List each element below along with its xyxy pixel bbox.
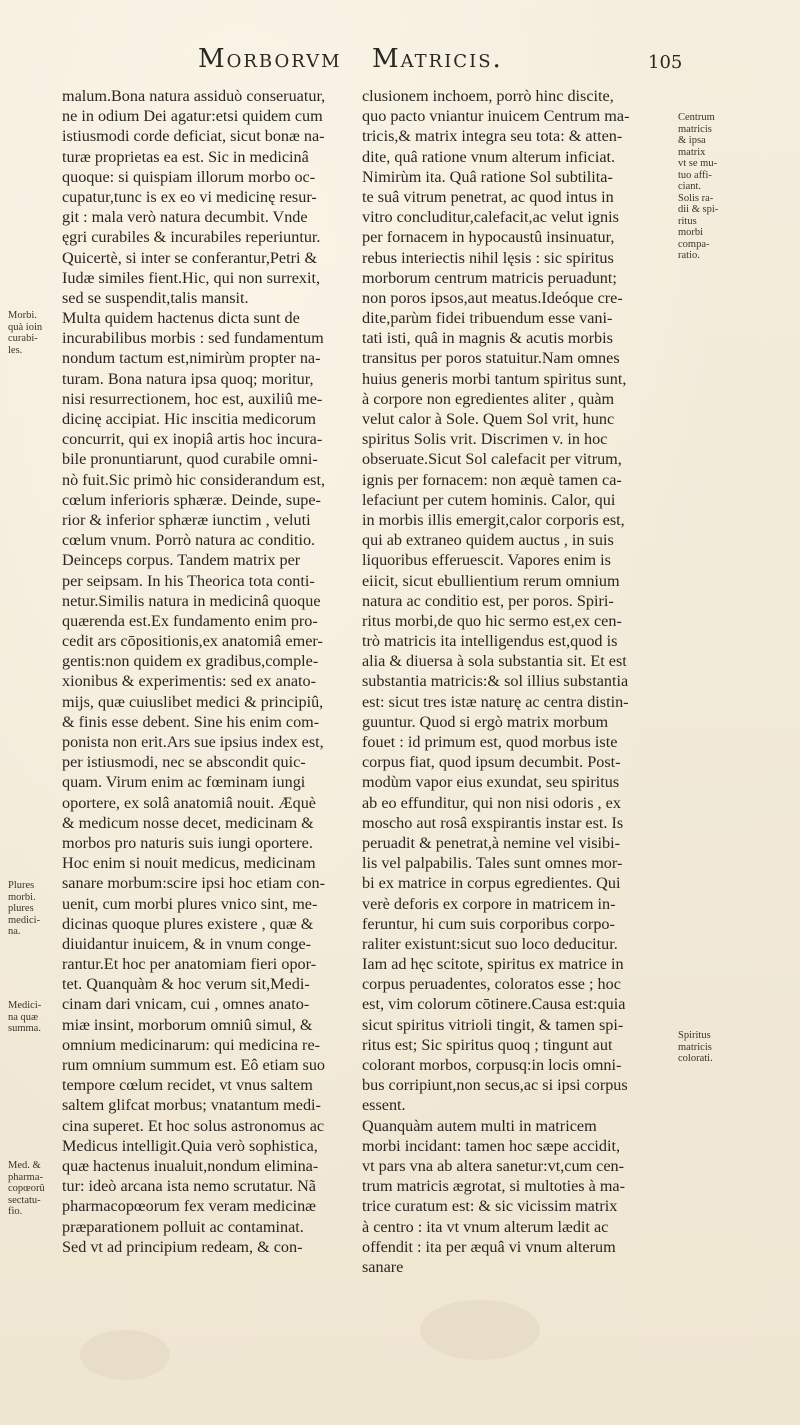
text-line: dite, quâ ratione vnum alterum inficiat.	[362, 147, 616, 166]
text-line: cœlum inferioris sphæræ. Deinde, supe-	[62, 490, 321, 509]
text-line: liquoribus efferuescit. Vapores enim is	[362, 551, 611, 570]
text-line: nò fuit.Sic primò hic considerandum est,	[62, 470, 325, 489]
text-line: per seipsam. In his Theorica tota conti-	[62, 571, 315, 590]
text-line: offendit : ita per æquâ vi vnum alterum	[362, 1237, 616, 1256]
text-line: quoque: si quispiam illorum morbo oc-	[62, 167, 316, 186]
text-line: sanare morbum:scire ipsi hoc etiam con-	[62, 874, 325, 893]
text-line: morbi incidant: tamen hoc sæpe accidit,	[362, 1136, 621, 1155]
text-line: qui ab extraneo quidem auctus , in suis	[362, 531, 614, 550]
text-line: à centro : ita vt vnum alterum lædit ac	[362, 1217, 609, 1236]
text-line: Iam ad hęc scitote, spiritus ex matrice in	[362, 955, 624, 974]
text-line: rebus interiectis nihil lęsis : sic spiritus	[362, 248, 614, 267]
text-line: lis vel palpabilis. Tales sunt omnes mor-	[362, 854, 623, 873]
text-line: obseruate.Sicut Sol calefacit per vitrum,	[362, 450, 622, 469]
text-line: est, vim colorum cōtinere.Causa est:quia	[362, 995, 626, 1014]
text-line: cœlum vnum. Porrò natura ac conditio.	[62, 531, 316, 550]
text-line: quo pacto vniantur inuicem Centrum ma-	[362, 107, 630, 126]
text-line: saltem glifcat morbus; vnatantum medi-	[62, 1096, 321, 1115]
text-line: nondum tactum est,nimirùm propter na-	[62, 349, 321, 368]
text-line: guuntur. Quod si ergò matrix morbum	[362, 712, 609, 731]
text-line: sanare	[362, 1257, 404, 1276]
text-line: dite,parùm fidei tribuendum esse vani-	[362, 309, 613, 328]
text-line: vitro concluditur,calefacit,ac velut ignis	[362, 208, 619, 227]
text-line: morborum centrum matricis peruadunt;	[362, 268, 617, 287]
text-line: Deinceps corpus. Tandem matrix per	[62, 551, 301, 570]
text-line: transitus per poros statuitur.Nam omnes	[362, 349, 620, 368]
text-line: istiusmodi corde deficiat, sicut bonæ na-	[62, 127, 325, 146]
running-title-right: Matricis.	[372, 44, 503, 74]
text-line: per istiusmodi, nec se abscondit quic-	[62, 753, 306, 772]
text-line: bus corripiunt,non secus,ac si ipsi corpus	[362, 1076, 628, 1095]
text-line: tricis,& matrix integra seu tota: & atten-	[362, 127, 623, 146]
text-line: fouet : id primum est, quod morbus iste	[362, 733, 618, 751]
text-line: cedit ars cōpositionis,ex anatomiâ emer-	[62, 632, 323, 651]
text-line: ne in odium Dei agatur:etsi quidem cum	[62, 107, 323, 126]
text-line: Quicertè, si inter se conferantur,Petri &	[62, 248, 318, 267]
right-text-column	[362, 86, 668, 1277]
text-line: incurabilibus morbis : sed fundamentum	[62, 329, 324, 348]
text-line: rior & inferior sphæræ iunctim , veluti	[62, 510, 311, 529]
text-line: pharmacopœorum fex veram medicinæ	[62, 1197, 316, 1216]
text-line: verè deforis ex corpore in matricem in-	[362, 894, 616, 913]
text-line: per fornacem in hypocaustû insinuatur,	[362, 228, 615, 247]
text-line: morbos pro naturis suis iungi oportere.	[62, 833, 313, 852]
text-line: ponista non erit.Ars sue ipsius index est,	[62, 733, 324, 751]
text-line: Multa quidem hactenus dicta sunt de	[62, 309, 300, 328]
text-line: corpus peruadentes, coloratos esse ; hoc	[362, 975, 621, 994]
text-line: xionibus & experimentis: sed ex anato-	[62, 672, 316, 691]
text-line: est: sicut tres istæ naturę ac centra distin-	[362, 692, 629, 711]
text-line: tati isti, quâ in magnis & acutis morbis	[362, 329, 613, 348]
text-line: quærenda est.Ex fundamento enim pro-	[62, 611, 318, 630]
text-line: diuidantur inuicem, & in vnum conge-	[62, 934, 312, 953]
text-line: Medicus intelligit.Quia verò sophistica,	[62, 1136, 318, 1155]
text-line: Quanquàm autem multi in matricem	[362, 1116, 597, 1135]
text-line: non poros ipsos,aut meatus.Ideóque cre-	[362, 288, 623, 307]
text-line: trò matricis ita intelligendus est,quod is	[362, 632, 618, 651]
text-line: turæ proprietas ea est. Sic in medicinâ	[62, 147, 309, 166]
margin-note-left: Morbi. quà ioin curabi- les.	[8, 310, 43, 356]
text-line: bile pronuntiarunt, quod curabile omni-	[62, 450, 318, 469]
paper-stain	[80, 1330, 170, 1380]
text-line: spiritus Solis vrit. Discrimen v. in hoc	[362, 430, 608, 449]
margin-note-left: Plures morbi. plures medici- na.	[8, 880, 41, 937]
text-line: eiicit, sicut ebullientium rerum omnium	[362, 571, 620, 590]
text-line: omnium medicinarum: qui medicina re-	[62, 1035, 321, 1054]
text-line: corpus fiat, quod ipsum decumbit. Post-	[362, 753, 621, 772]
text-line: trice curatum est: & sic vicissim matrix	[362, 1197, 618, 1216]
text-line: uenit, cum morbi plures vnico sint, me-	[62, 894, 318, 913]
text-line: turam. Bona natura ipsa quoq; moritur,	[62, 369, 314, 388]
text-line: rantur.Et hoc per anatomiam fieri opor-	[62, 955, 317, 974]
text-line: oportere, ex solâ anatomiâ nouit. Æquè	[62, 793, 316, 812]
text-line: bi ex matrice in corpus egredientes. Qui	[362, 874, 621, 893]
text-line: tempore cœlum recidet, vt vnus saltem	[62, 1076, 313, 1095]
text-line: ritus morbi,de quo hic sermo est,ex cen-	[362, 611, 622, 630]
text-line: feruntur, hi cum suis corporibus corpo-	[362, 914, 615, 933]
text-line: essent.	[362, 1096, 406, 1115]
text-line: malum.Bona natura assiduò conseruatur,	[62, 87, 326, 105]
text-line: dicinę accipiat. Hic inscitia medicorum	[62, 410, 316, 428]
text-line: in morbis illis emergit,calor corporis est,	[362, 510, 625, 529]
text-line: vt pars vna ab altera sanetur:vt,cum cen-	[362, 1156, 625, 1175]
text-line: alia & diuersa à sola substantia sit. Et est	[362, 652, 627, 671]
text-line: quæ hactenus inualuit,nondum elimina-	[62, 1156, 319, 1175]
text-line: mijs, quæ cuiuslibet medici & principiû,	[62, 692, 324, 711]
text-line: raliter existunt:sicut suo loco deducitur.	[362, 934, 618, 953]
text-line: concurrit, qui ex inopiâ artis hoc incura-	[62, 430, 323, 449]
text-line: Sed vt ad principium redeam, & con-	[62, 1237, 303, 1256]
text-line: quam. Virum enim ac fœminam iungi	[62, 773, 306, 792]
text-line: ab eo effunditur, qui non nisi odoris , ex	[362, 793, 621, 812]
text-line: cina superet. Et hoc solus astronomus ac	[62, 1116, 325, 1135]
text-line: tur: ideò arcana ista nemo scrutatur. Nã	[62, 1177, 316, 1196]
text-line: ritus est; Sic spiritus quoq ; tingunt aut	[362, 1035, 613, 1054]
text-line: ęgri curabiles & incurabiles reperiuntur.	[62, 228, 321, 247]
text-line: præparationem polluit ac contaminat.	[62, 1217, 304, 1236]
text-line: sicut spiritus vitrioli tingit, & tamen spi-	[362, 1015, 624, 1034]
text-line: moscho aut rosâ exspirantis instar est. Is	[362, 813, 624, 832]
page-number: 105	[648, 52, 683, 73]
text-line: git : mala verò natura decumbit. Vnde	[62, 208, 308, 227]
text-line: velut calor à Sole. Quem Sol vrit, hunc	[362, 410, 615, 428]
text-line: dicinas quoque plures existere , quæ &	[62, 914, 314, 933]
text-line: te suâ vitrum penetrat, ac quod intus in	[362, 187, 614, 206]
text-line: netur.Similis natura in medicinâ quoque	[62, 591, 321, 610]
text-line: cinam dari vnicam, cui , omnes anato-	[62, 995, 310, 1014]
text-line: ignis per fornacem: non æquè tamen ca-	[362, 470, 622, 489]
text-line: & medicum nosse decet, medicinam &	[62, 813, 314, 832]
text-line: nisi resurrectionem, hoc est, auxiliû me-	[62, 389, 323, 408]
text-line: Hoc enim si nouit medicus, medicinam	[62, 854, 316, 873]
text-line: Iudæ similes fient.Hic, qui non surrexit,	[62, 268, 321, 287]
text-line: à corpore non egredientes aliter , quàm	[362, 389, 615, 408]
text-line: modùm vapor eius exundat, seu spiritus	[362, 773, 620, 792]
text-line: lefaciunt per cutem hominis. Calor, qui	[362, 490, 616, 509]
margin-note-right: Centrum matricis & ipsa matrix vt se mu- tuo affi- ciant. Solis ra- dii & spi- ritus morbi compa- ratio.	[678, 112, 719, 261]
text-line: Nimirùm ita. Quâ ratione Sol subtilita-	[362, 167, 613, 186]
margin-note-right: Spiritus matricis colorati.	[678, 1030, 713, 1064]
text-line: tet. Quanquàm & hoc verum sit,Medi-	[62, 975, 310, 994]
text-line: gentis:non quidem ex gradibus,comple-	[62, 652, 319, 671]
margin-note-left: Med. & pharma- copœorû sectatu- fio.	[8, 1160, 45, 1217]
text-line: cupatur,tunc is ex eo vi medicinę resur-	[62, 187, 317, 206]
text-line: natura ac conditio est, per poros. Spiri-	[362, 591, 614, 610]
left-text-column	[62, 86, 358, 1257]
text-line: rum omnium summum est. Eô etiam suo	[62, 1056, 326, 1074]
text-line: sed se suspendit,talis mansit.	[62, 288, 249, 307]
text-line: trum matricis ægrotat, si multoties à ma-	[362, 1177, 625, 1196]
text-line: miæ insint, morborum omniû simul, &	[62, 1015, 313, 1034]
text-line: peruadit & penetrat,à nemine vel visibi-	[362, 833, 621, 852]
margin-note-left: Medici- na quæ summa.	[8, 1000, 42, 1034]
paper-stain	[420, 1300, 540, 1360]
text-line: substantia matricis:& sol illius substantia	[362, 672, 629, 691]
text-line: huius generis morbi tantum spiritus sunt,	[362, 369, 627, 388]
running-header	[0, 44, 800, 84]
text-line: colorant morbos, corpusq:in locis omni-	[362, 1056, 622, 1074]
text-line: & finis esse debent. Sine his enim com-	[62, 712, 320, 731]
text-line: clusionem inchoem, porrò hinc discite,	[362, 87, 614, 105]
running-title-left: Morborvm	[198, 44, 342, 74]
